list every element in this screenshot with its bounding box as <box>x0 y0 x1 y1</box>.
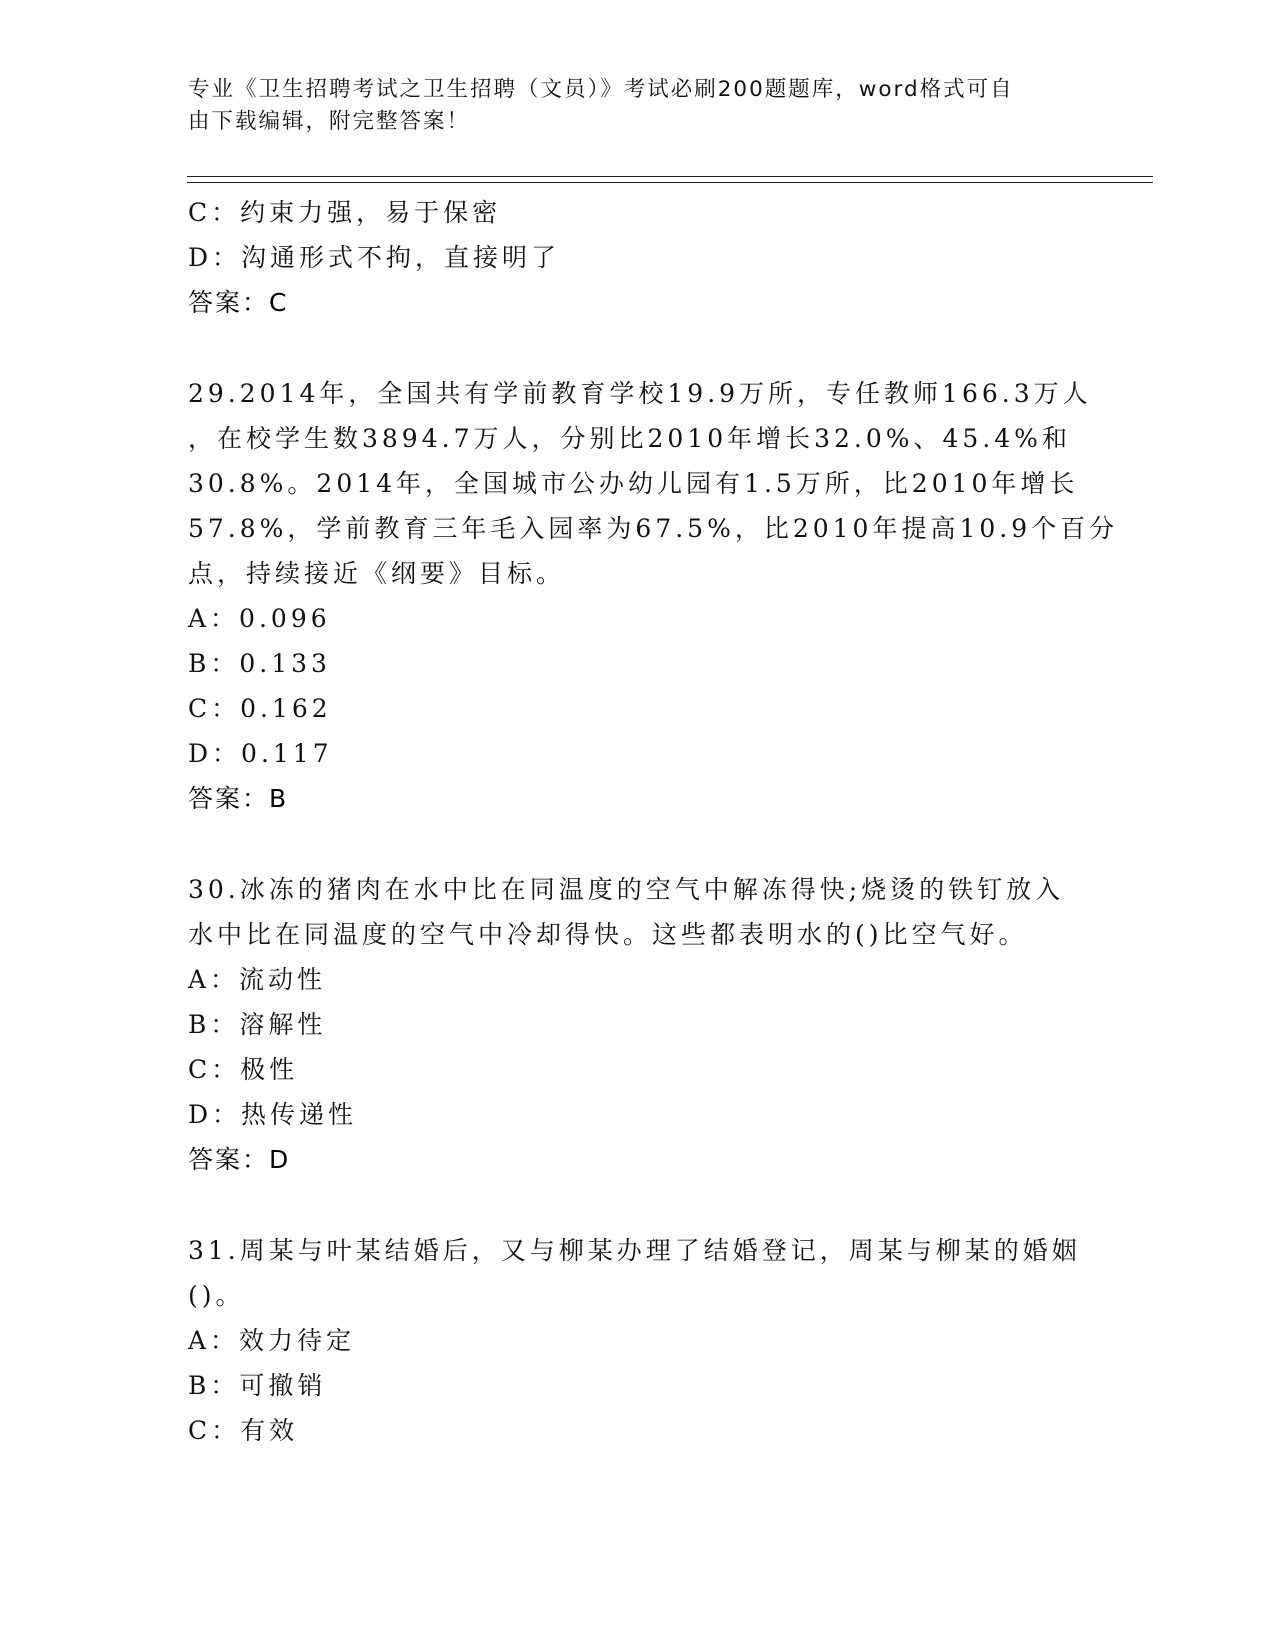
question-29 <box>188 371 1119 821</box>
header-title-line-1: 专业《卫生招聘考试之卫生招聘（文员）》考试必刷200题题库，word格式可自 <box>188 77 1014 102</box>
header-title-line-2: 由下载编辑，附完整答案！ <box>188 109 471 134</box>
question-text-line: 29.2014年，全国共有学前教育学校19.9万所，专任教师166.3万人 <box>188 379 1092 408</box>
option-c: C：0.162 <box>188 694 332 723</box>
answer-line: 答案：B <box>188 784 289 813</box>
option-c: C：极性 <box>188 1055 299 1084</box>
question-text-line: 30.8%。2014年，全国城市公办幼儿园有1.5万所，比2010年增长 <box>188 469 1079 498</box>
option-d: D：0.117 <box>188 739 333 768</box>
question-31 <box>188 1228 1088 1453</box>
header-divider-top <box>187 176 1153 177</box>
answer-line: 答案：C <box>188 288 289 317</box>
option-b: B：可撤销 <box>188 1371 327 1400</box>
header-divider-bottom <box>187 182 1153 183</box>
question-list <box>188 190 1119 1453</box>
question-28-continuation <box>188 190 1088 325</box>
question-text-line: 30.冰冻的猪肉在水中比在同温度的空气中解冻得快;烧烫的铁钉放入 <box>188 875 1065 904</box>
answer-line: 答案：D <box>188 1145 291 1174</box>
question-text-line: 57.8%，学前教育三年毛入园率为67.5%，比2010年提高10.9个百分 <box>188 514 1119 543</box>
option-d: D：沟通形式不拘，直接明了 <box>188 243 561 272</box>
option-a: A：0.096 <box>188 604 331 633</box>
document-header <box>188 74 1068 138</box>
option-a: A：流动性 <box>188 965 327 994</box>
question-text-line: ()。 <box>188 1281 245 1310</box>
option-c: C：约束力强，易于保密 <box>188 198 502 227</box>
option-a: A：效力待定 <box>188 1326 356 1355</box>
question-text-line: ，在校学生数3894.7万人，分别比2010年增长32.0%、45.4%和 <box>188 424 1071 453</box>
question-text-line: 点，持续接近《纲要》目标。 <box>188 559 566 588</box>
option-c: C：有效 <box>188 1416 299 1445</box>
question-text-line: 31.周某与叶某结婚后，又与柳某办理了结婚登记，周某与柳某的婚姻 <box>188 1236 1081 1265</box>
option-d: D：热传递性 <box>188 1100 358 1129</box>
option-b: B：溶解性 <box>188 1010 327 1039</box>
question-text-line: 水中比在同温度的空气中冷却得快。这些都表明水的()比空气好。 <box>188 920 1028 949</box>
question-30 <box>188 867 1088 1182</box>
option-b: B：0.133 <box>188 649 331 678</box>
